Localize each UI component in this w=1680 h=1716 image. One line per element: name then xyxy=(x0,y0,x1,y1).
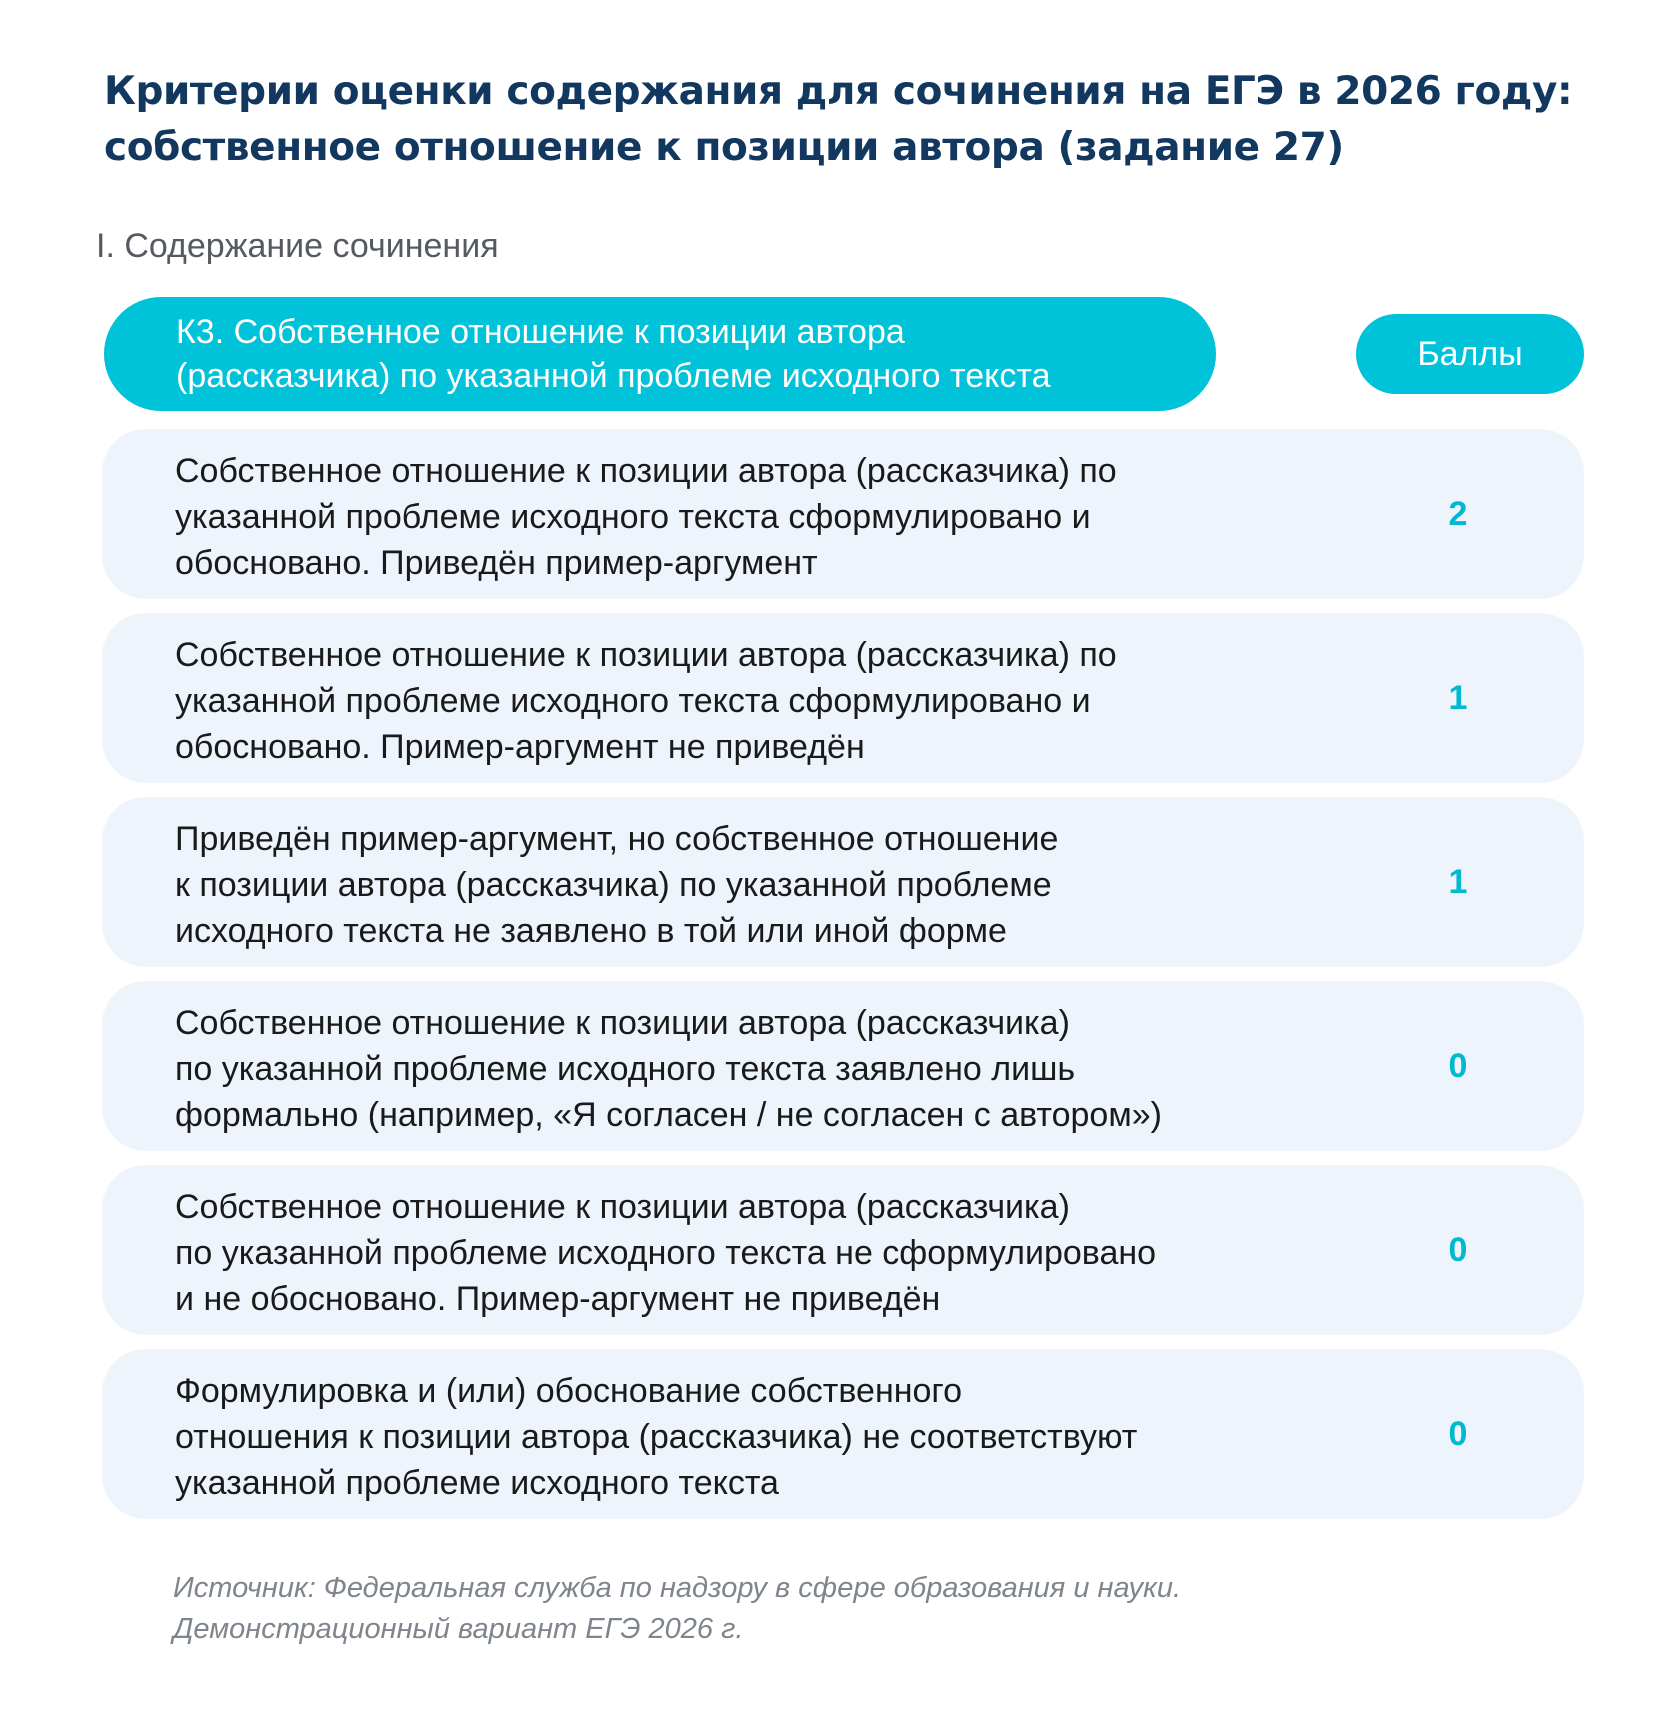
criteria-line: исходного текста не заявлено в той или иной форме xyxy=(175,912,1007,950)
criteria-line: Формулировка и (или) обоснование собственного xyxy=(175,1372,962,1410)
criteria-row xyxy=(102,1165,1584,1335)
criteria-score: 0 xyxy=(1448,1047,1468,1085)
source-note-line-2: Демонстрационный вариант ЕГЭ 2026 г. xyxy=(173,1613,744,1645)
criteria-row xyxy=(102,613,1584,783)
criteria-line: указанной проблеме исходного текста xyxy=(175,1464,779,1502)
criteria-line: Собственное отношение к позиции автора (рассказчика) xyxy=(175,1188,1070,1226)
criteria-row xyxy=(102,1349,1584,1519)
criteria-line: формально (например, «Я согласен / не согласен с автором») xyxy=(175,1096,1162,1134)
criteria-description xyxy=(175,1000,1375,1138)
criteria-row xyxy=(102,797,1584,967)
criteria-line: обосновано. Приведён пример-аргумент xyxy=(175,544,818,582)
criteria-score: 1 xyxy=(1448,863,1468,901)
criteria-description xyxy=(175,632,1375,770)
criteria-line: указанной проблеме исходного текста сформулировано и xyxy=(175,682,1091,720)
page-title-line-1: Критерии оценки содержания для сочинения на ЕГЭ в 2026 году: xyxy=(104,69,1573,114)
criteria-line: к позиции автора (рассказчика) по указанной проблеме xyxy=(175,866,1052,904)
source-note xyxy=(173,1568,1181,1650)
criterion-header-line-1: К3. Собственное отношение к позиции автора xyxy=(176,313,905,351)
criteria-list xyxy=(102,429,1584,1533)
criteria-line: по указанной проблеме исходного текста не сформулировано xyxy=(175,1234,1157,1272)
score-column-header: Баллы xyxy=(1356,314,1584,394)
criteria-description xyxy=(175,448,1375,586)
source-note-line-1: Источник: Федеральная служба по надзору в сфере образования и науки. xyxy=(173,1572,1182,1604)
criteria-line: Собственное отношение к позиции автора (рассказчика) по xyxy=(175,636,1117,674)
criteria-line: по указанной проблеме исходного текста заявлено лишь xyxy=(175,1050,1076,1088)
criteria-score: 0 xyxy=(1448,1415,1468,1453)
section-label: I. Содержание сочинения xyxy=(96,227,499,265)
criteria-score: 1 xyxy=(1448,679,1468,717)
criteria-description xyxy=(175,1184,1375,1322)
criteria-line: указанной проблеме исходного текста сформулировано и xyxy=(175,498,1091,536)
criteria-description xyxy=(175,816,1375,954)
criteria-line: Собственное отношение к позиции автора (рассказчика) по xyxy=(175,452,1117,490)
criteria-line: отношения к позиции автора (рассказчика) не соответствуют xyxy=(175,1418,1138,1456)
criteria-line: и не обосновано. Пример-аргумент не приведён xyxy=(175,1280,941,1318)
criteria-line: обосновано. Пример-аргумент не приведён xyxy=(175,728,865,766)
criterion-header xyxy=(104,297,1216,411)
criteria-row xyxy=(102,981,1584,1151)
page-title-line-2: собственное отношение к позиции автора (задание 27) xyxy=(104,125,1344,170)
criteria-description xyxy=(175,1368,1375,1506)
criteria-row xyxy=(102,429,1584,599)
criteria-line: Собственное отношение к позиции автора (рассказчика) xyxy=(175,1004,1070,1042)
criterion-header-line-2: (рассказчика) по указанной проблеме исходного текста xyxy=(176,357,1051,395)
criteria-score: 0 xyxy=(1448,1231,1468,1269)
page-title xyxy=(104,64,1624,176)
criteria-score: 2 xyxy=(1448,495,1468,533)
criteria-line: Приведён пример-аргумент, но собственное отношение xyxy=(175,820,1059,858)
